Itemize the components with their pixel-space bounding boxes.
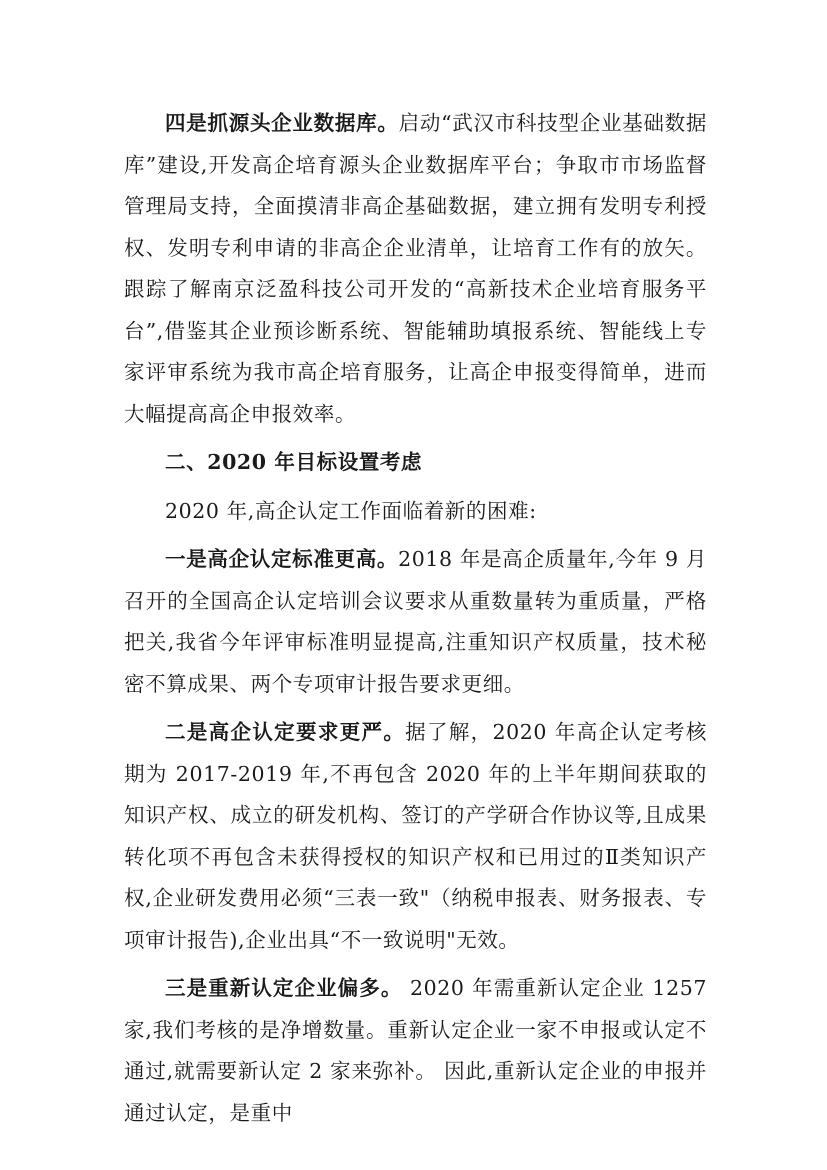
paragraph-body: 2018 年是高企质量年,今年 9 月召开的全国高企认定培训会议要求从重数量转为重质量，严格把关,我省今年评审标准明显提高,注重知识产权质量，技术秘密不算成果、两个专项审计报告要求更细。: [124, 547, 707, 696]
paragraph-point-1: [124, 539, 707, 705]
paragraph-point-2: [124, 712, 707, 961]
paragraph-body: 2020 年需重新认定企业 1257 家,我们考核的是净增数量。重新认定企业一家不申报或认定不通过,就需要新认定 2 家来弥补。 因此,重新认定企业的申报并通过认定，是重中: [124, 976, 707, 1125]
paragraph-lead: 一是高企认定标准更高。: [165, 547, 399, 571]
paragraph-lead: 二是高企认定要求更严。: [165, 720, 406, 744]
paragraph-body: 据了解，2020 年高企认定考核期为 2017-2019 年,不再包含 2020 年的上半年期间获取的知识产权、成立的研发机构、签订的产学研合作协议等,且成果转化项不再包含未获得授权的知识产权和已用过的Ⅱ类知识产权,企业研发费用必须“三表一致"（纳税申报表、财务报表、专项审计报告),企业出具“不一致说明"无效。: [124, 720, 707, 952]
paragraph-lead: 三是重新认定企业偏多。: [165, 976, 403, 1000]
paragraph-body: 启动“武汉市科技型企业基础数据库”建设,开发高企培育源头企业数据库平台；争取市市场监督管理局支持，全面摸清非高企基础数据，建立拥有发明专利授权、发明专利申请的非高企企业清单，让培育工作有的放矢。跟踪了解南京泛盈科技公司开发的“高新技术企业培育服务平台”,借鉴其企业预诊断系统、智能辅助填报系统、智能线上专家评审系统为我市高企培育服务，让高企申报变得简单，进而大幅提高高企申报效率。: [124, 111, 707, 426]
paragraph-point-3: [124, 968, 707, 1134]
paragraph-source-database: [124, 103, 707, 435]
paragraph-lead: 四是抓源头企业数据库。: [165, 111, 399, 135]
section-heading: 二、2020 年目标设置考虑: [165, 450, 423, 474]
intro-paragraph: 2020 年,高企认定工作面临着新的困难:: [165, 498, 537, 523]
